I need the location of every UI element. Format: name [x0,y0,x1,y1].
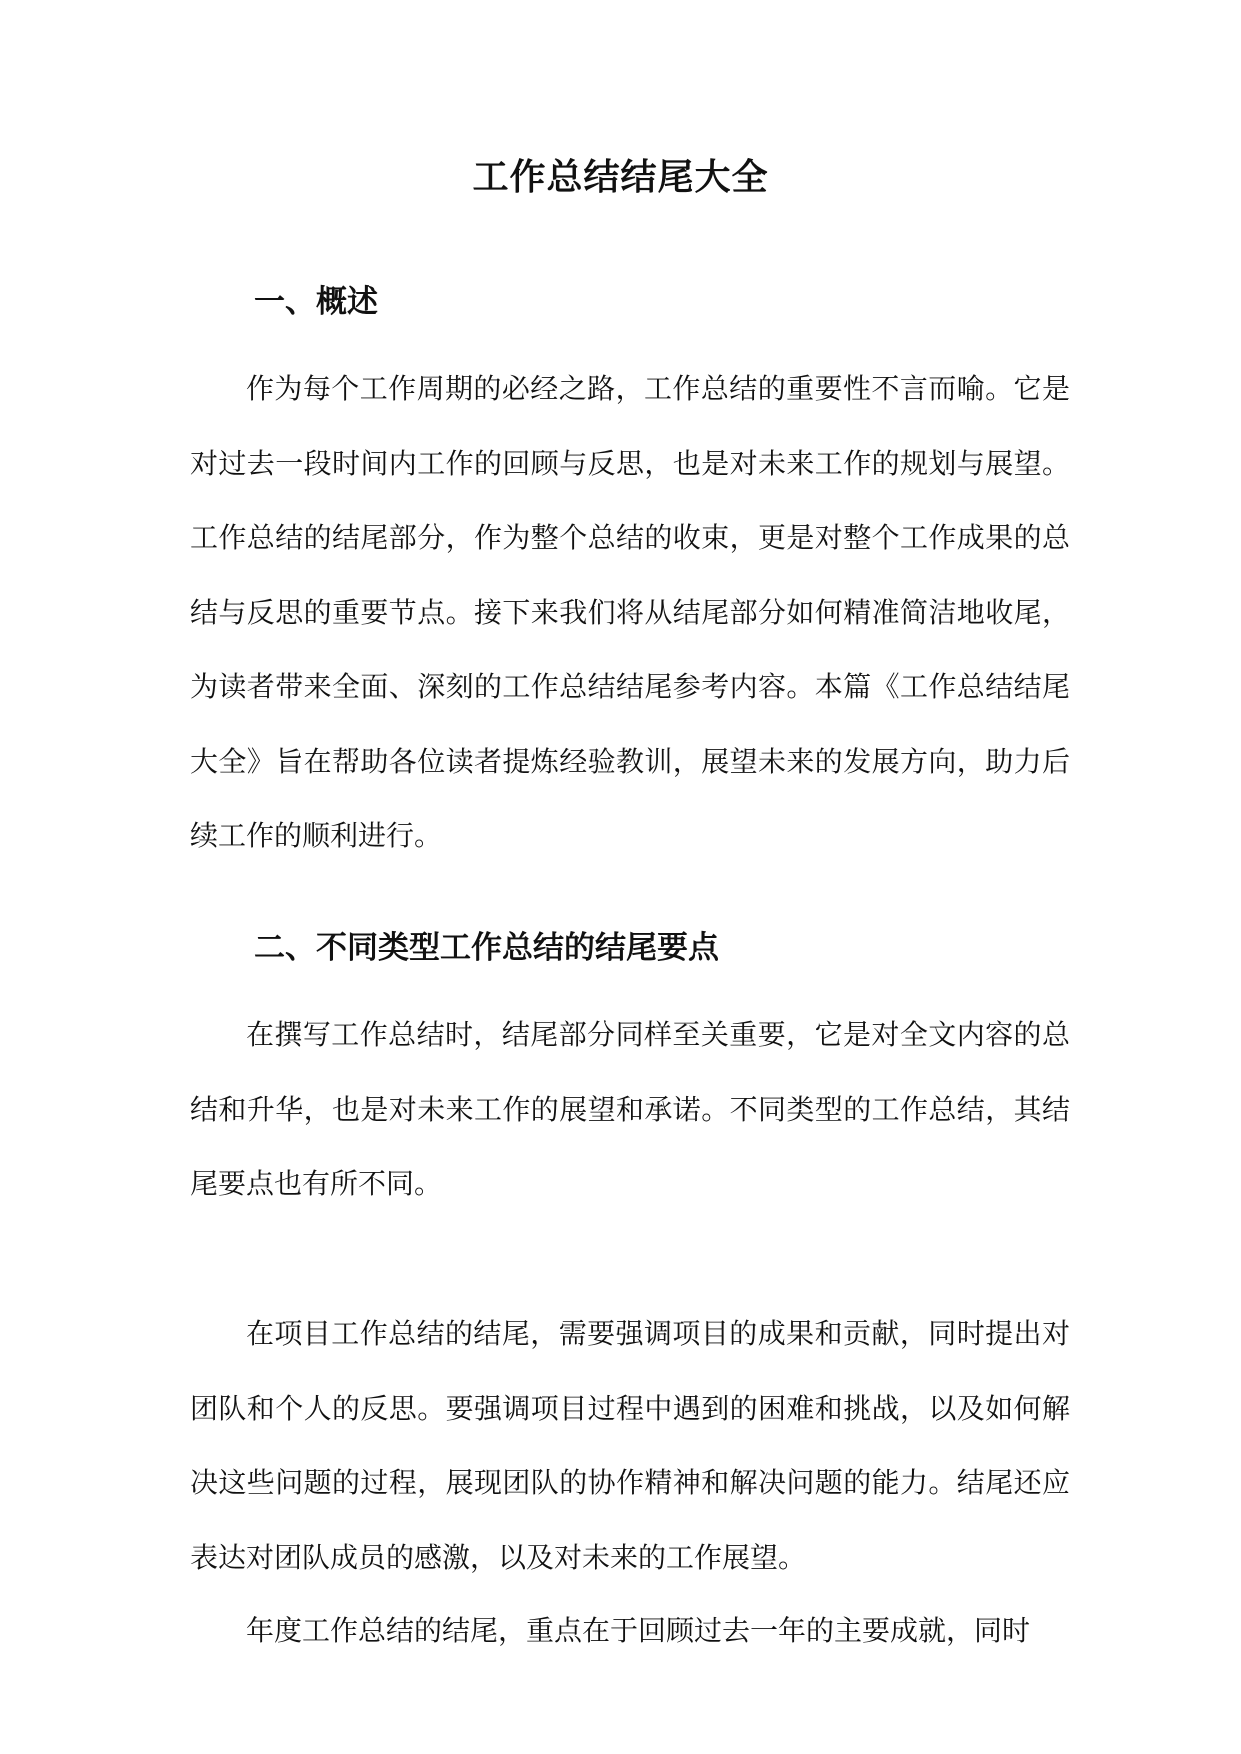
ending-points-paragraph-3: 年度工作总结的结尾，重点在于回顾过去一年的主要成就，同时 [246,1614,1031,1647]
ending-points-paragraph-1: 在撰写工作总结时，结尾部分同样至关重要，它是对全文内容的总结和升华，也是对未来工作的展望和承诺。不同类型的工作总结，其结尾要点也有所不同。 [190,1018,1070,1200]
overview-paragraph: 作为每个工作周期的必经之路，工作总结的重要性不言而喻。它是对过去一段时间内工作的回顾与反思，也是对未来工作的规划与展望。工作总结的结尾部分，作为整个总结的收束，更是对整个工作成果的总结与反思的重要节点。接下来我们将从结尾部分如何精准简洁地收尾，为读者带来全面、深刻的工作总结结尾参考内容。本篇《工作总结结尾大全》旨在帮助各位读者提炼经验教训，展望未来的发展方向，助力后续工作的顺利进行。 [190,372,1070,852]
document-title: 工作总结结尾大全 [472,156,769,198]
section-heading-overview: 一、概述 [254,284,378,320]
section-heading-ending-points: 二、不同类型工作总结的结尾要点 [254,930,719,966]
ending-points-paragraph-2: 在项目工作总结的结尾，需要强调项目的成果和贡献，同时提出对团队和个人的反思。要强调项目过程中遇到的困难和挑战，以及如何解决这些问题的过程，展现团队的协作精神和解决问题的能力。结尾还应表达对团队成员的感激，以及对未来的工作展望。 [190,1317,1070,1574]
